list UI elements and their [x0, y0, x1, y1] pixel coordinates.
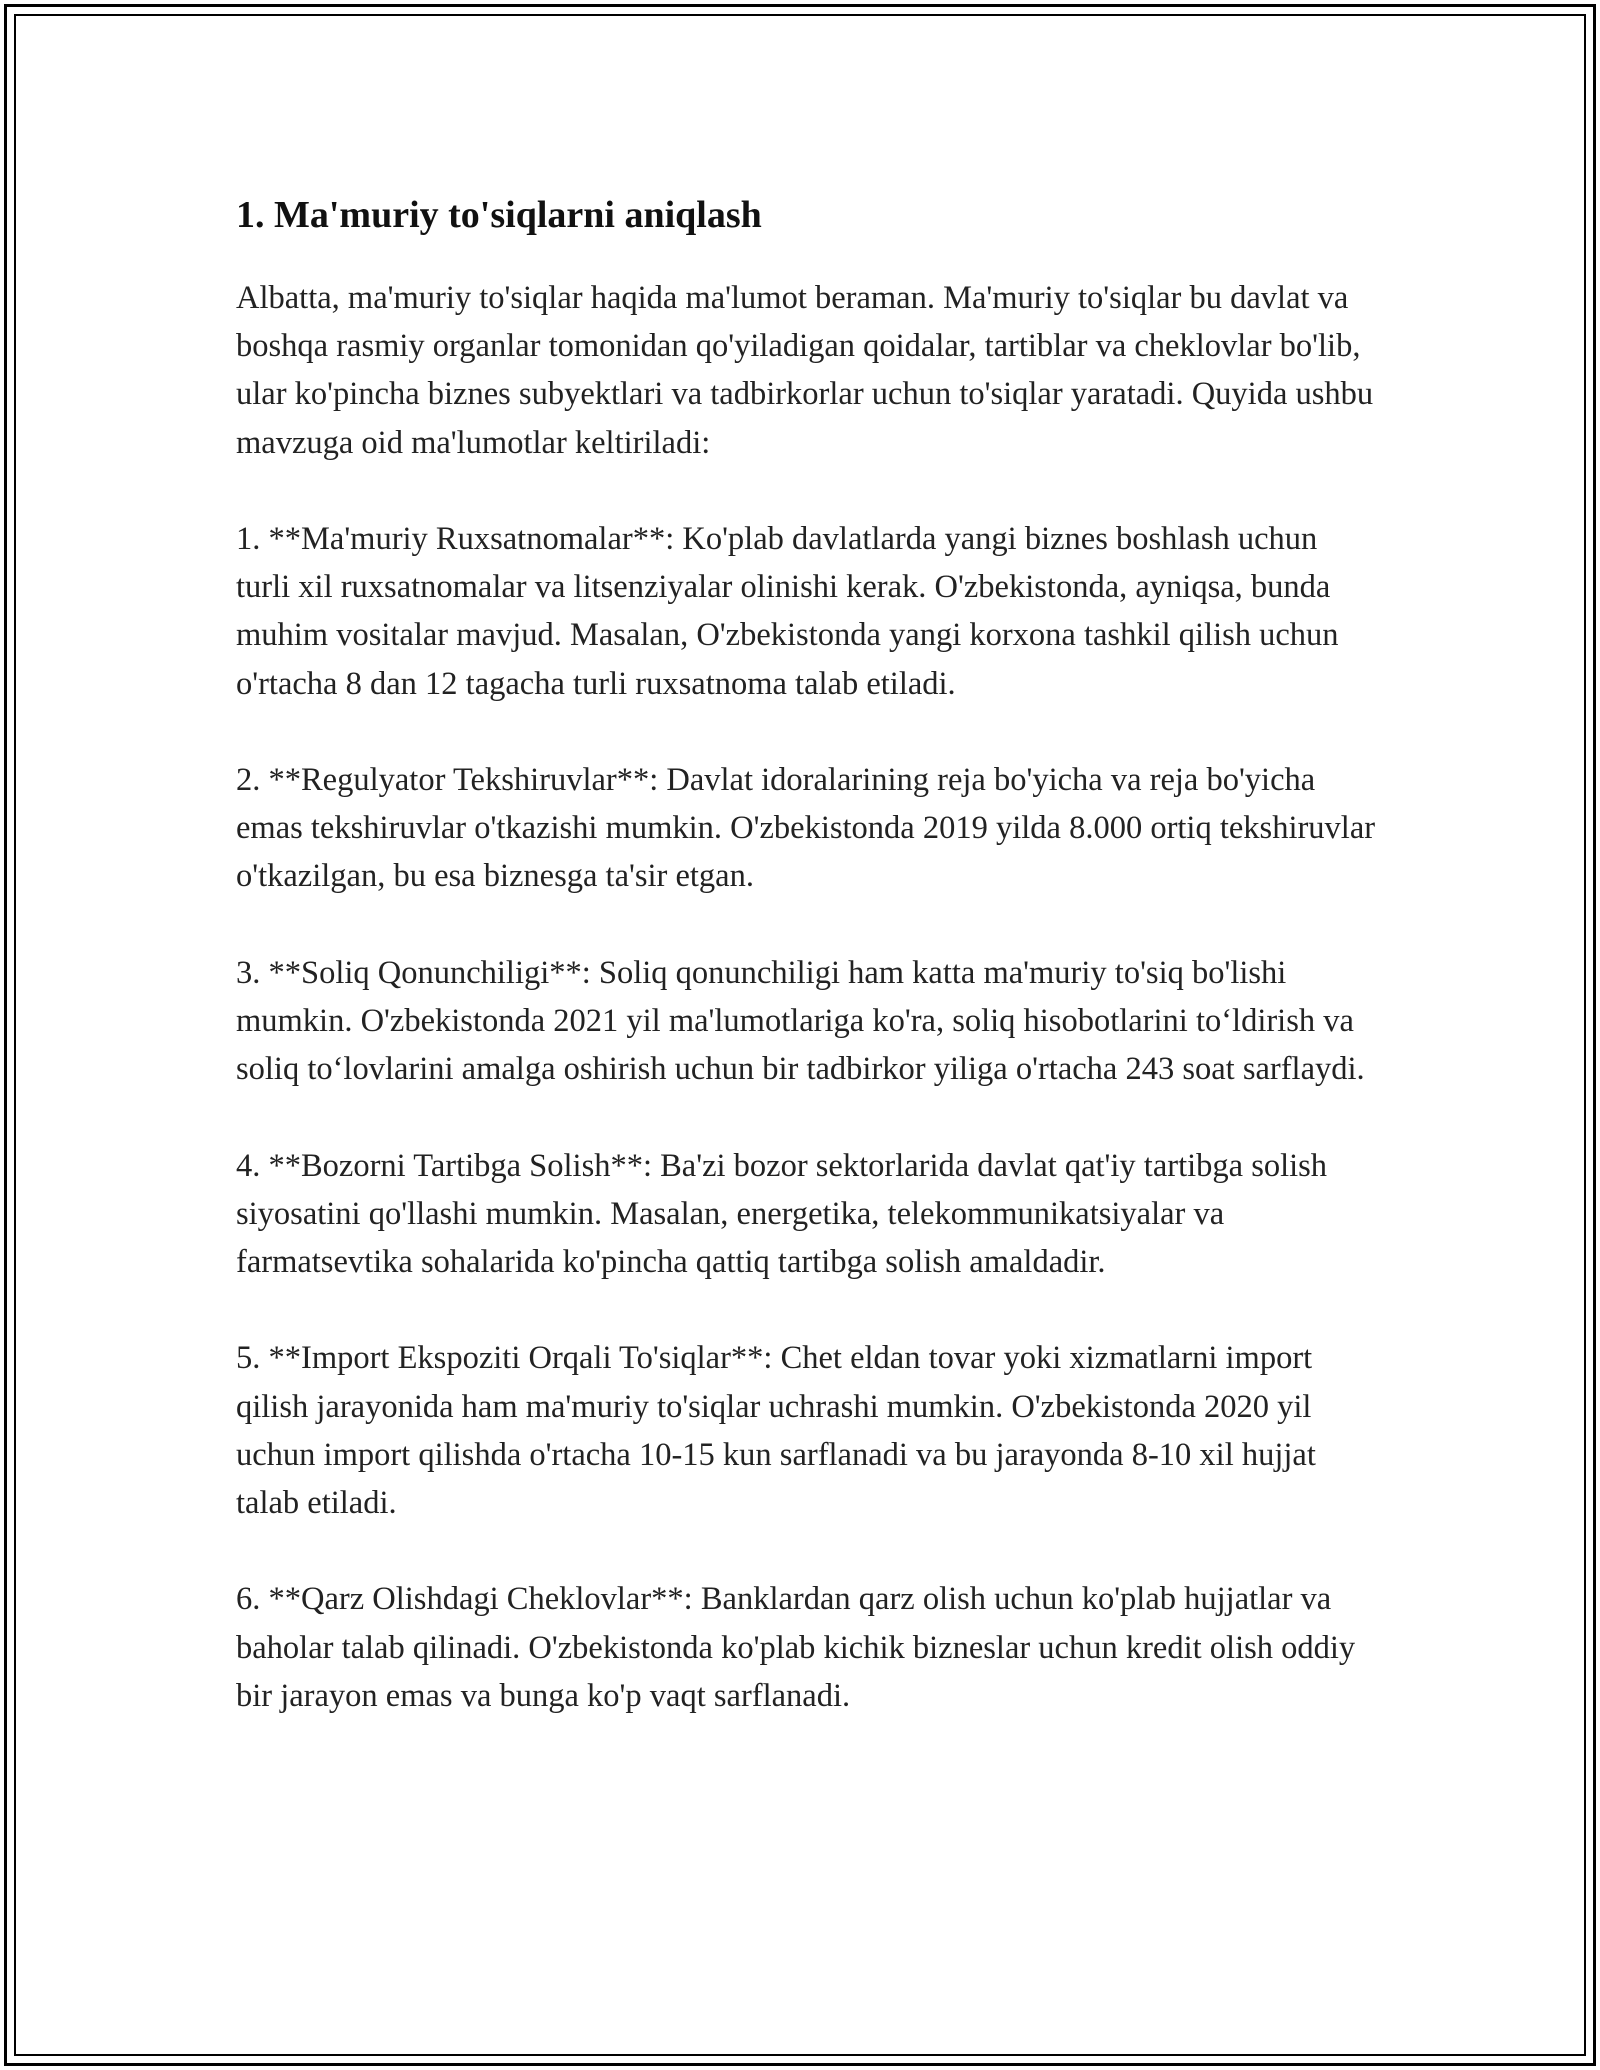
- list-item-3: 3. **Soliq Qonunchiligi**: Soliq qonunchiligi ham katta ma'muriy to'siq bo'lishi mumkin. O'zbekistonda 2021 yil ma'lumotlariga ko'ra, soliq hisobotlarini to‘ldirish va soliq to‘lovlarini amalga oshirish uchun bir tadbirkor yiliga o'rtacha 243 soat sarflaydi.: [236, 954, 1365, 1088]
- list-item-1: 1. **Ma'muriy Ruxsatnomalar**: Ko'plab davlatlarda yangi biznes boshlash uchun turli xil ruxsatnomalar va litsenziyalar olinishi kerak. O'zbekistonda, ayniqsa, bunda muhim vositalar mavjud. Masalan, O'zbekistonda yangi korxona tashkil qilish uchun o'rtacha 8 dan 12 tagacha turli ruxsatnoma talab etiladi.: [236, 521, 1339, 702]
- intro-paragraph: Albatta, ma'muriy to'siqlar haqida ma'lumot beraman. Ma'muriy to'siqlar bu davlat va boshqa rasmiy organlar tomonidan qo'yiladigan qoidalar, tartiblar va cheklovlar bo'lib, ular ko'pincha biznes subyektlari va tadbirkorlar uchun to'siqlar yaratadi. Quyida ushbu mavzuga oid ma'lumotlar keltiriladi:: [236, 280, 1374, 461]
- list-item-2: 2. **Regulyator Tekshiruvlar**: Davlat idoralarining reja bo'yicha va reja bo'yicha emas tekshiruvlar o'tkazishi mumkin. O'zbekistonda 2019 yilda 8.000 ortiq tekshiruvlar o'tkazilgan, bu esa biznesga ta'sir etgan.: [236, 762, 1376, 895]
- document-body: [236, 186, 1376, 1768]
- list-item-6: 6. **Qarz Olishdagi Cheklovlar**: Banklardan qarz olish uchun ko'plab hujjatlar va baholar talab qilinadi. O'zbekistonda ko'plab kichik bizneslar uchun kredit olish oddiy bir jarayon emas va bunga ko'p vaqt sarflanadi.: [236, 1581, 1356, 1714]
- document-title: 1. Ma'muriy to'siqlarni aniqlash: [236, 194, 762, 236]
- list-item-5: 5. **Import Ekspoziti Orqali To'siqlar**: Chet eldan tovar yoki xizmatlarni import qilish jarayonida ham ma'muriy to'siqlar uchrashi mumkin. O'zbekistonda 2020 yil uchun import qilishda o'rtacha 10-15 kun sarflanadi va bu jarayonda 8-10 xil hujjat talab etiladi.: [236, 1340, 1316, 1521]
- list-item-4: 4. **Bozorni Tartibga Solish**: Ba'zi bozor sektorlarida davlat qat'iy tartibga solish siyosatini qo'llashi mumkin. Masalan, energetika, telekommunikatsiyalar va farmatsevtika sohalarida ko'pincha qattiq tartibga solish amaldadir.: [236, 1147, 1328, 1280]
